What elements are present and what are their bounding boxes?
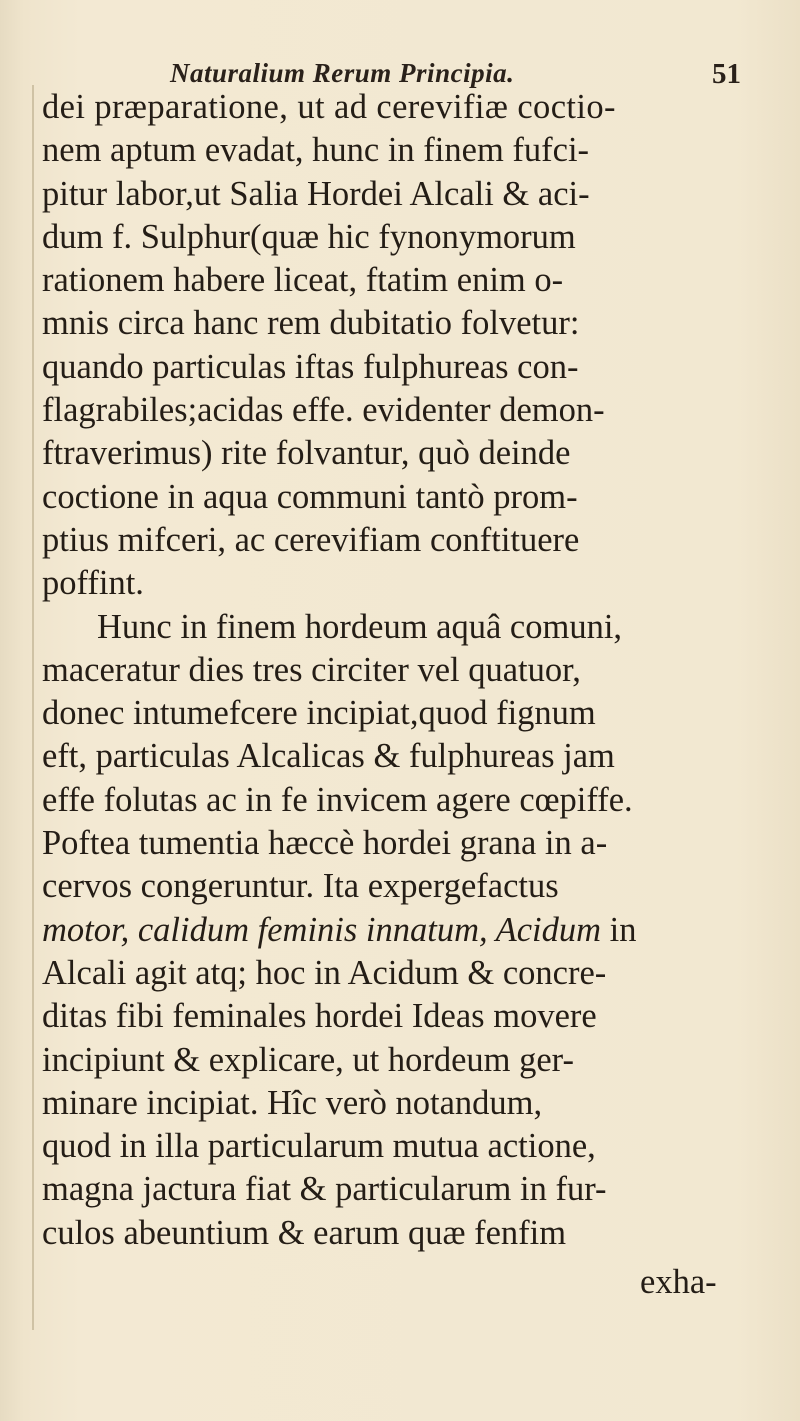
text-line: donec intumefcere incipiat,quod fignum [42,694,596,733]
text-line: cervos congeruntur. Ita expergefactus [42,867,559,906]
text-line: ptius mifceri, ac cerevifiam conftituere [42,520,580,559]
text-line: ditas fibi feminales hordei Ideas movere [42,997,597,1036]
text-line: coctione in aqua communi tantò prom- [42,477,578,516]
text-line: effe folutas ac in fe invicem agere cœpiffe. [42,780,633,819]
paragraph-start-line: Hunc in finem hordeum aquâ comuni, [97,607,623,646]
body-text [42,86,777,1304]
text-line: mnis circa hanc rem dubitatio folvetur: [42,304,580,343]
text-line: poffint. [42,564,144,603]
text-line: quod in illa particularum mutua actione, [42,1127,596,1166]
text-line: maceratur dies tres circiter vel quatuor, [42,650,581,689]
text-line: flagrabiles;acidas effe. evidenter demon- [42,391,605,430]
italic-phrase: motor, calidum feminis innatum, Acidum [42,910,602,949]
running-title: Naturalium Rerum Principia. [170,58,515,88]
text-line: pitur labor,ut Salia Hordei Alcali & aci- [42,174,590,213]
text-line: ftraverimus) rite folvantur, quò deinde [42,434,571,473]
text-line: minare incipiat. Hîc verò notandum, [42,1083,543,1122]
text-line: eft, particulas Alcalicas & fulphureas jam [42,737,615,776]
text-line: culos abeuntium & earum quæ fenfim [42,1213,567,1252]
text-line: Poftea tumentia hæccè hordei grana in a- [42,824,608,863]
text-line: rationem habere liceat, ftatim enim o- [42,261,564,300]
text-line: Alcali agit atq; hoc in Acidum & concre- [42,953,607,992]
text-line: dum f. Sulphur(quæ hic fynonymorum [42,217,576,256]
text-line: nem aptum evadat, hunc in finem fufci- [42,131,590,170]
line-tail: in [601,910,637,949]
text-line: incipiunt & explicare, ut hordeum ger- [42,1040,574,1079]
text-line: magna jactura fiat & particularum in fur- [42,1170,607,1209]
text-line: dei præparatione, ut ad cerevifiæ coctio- [42,88,616,126]
text-line-italic-phrase [42,909,777,952]
catchword: exha- [640,1263,717,1302]
page-number: 51 [712,58,741,90]
text-line: quando particulas iftas fulphureas con- [42,347,579,386]
gutter-shadow [32,85,34,1330]
